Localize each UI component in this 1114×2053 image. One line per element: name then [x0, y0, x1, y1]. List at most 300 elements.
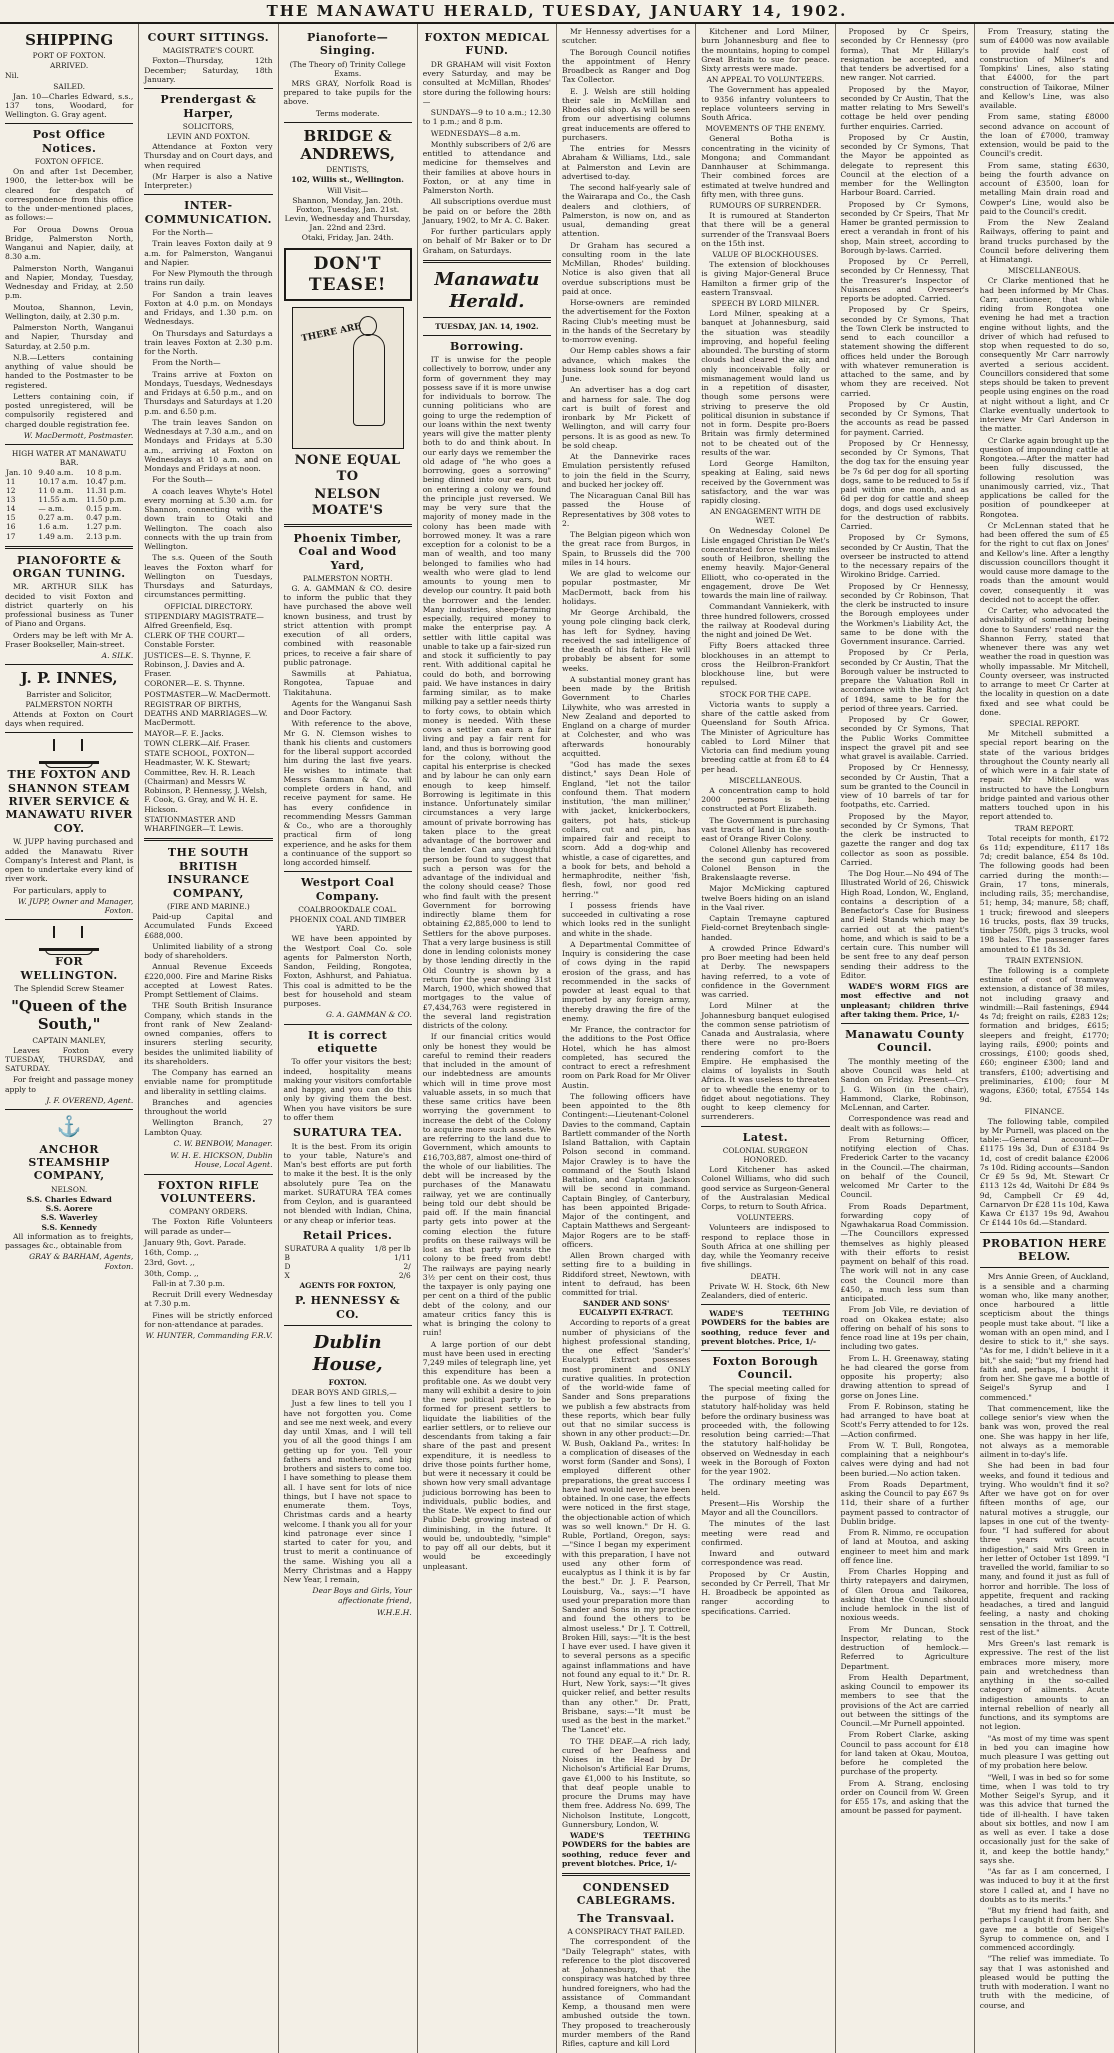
insurance-title: THE SOUTH BRITISH INSURANCE COMPANY,: [167, 846, 250, 900]
lead-title: Borrowing.: [450, 339, 524, 353]
innes-title: J. P. INNES,: [20, 669, 118, 688]
council-item: Proposed by the Mayor, seconded by Cr Austin, That the matter relating to Mrs Sewell's cottage be held over pending further enquiries. Carried.: [840, 84, 969, 131]
news-item: The second half-yearly sale of the Wairarapa and Co., the Cash dealers and clothiers, of Palmerston, is now on, and as usual, demanding great attention.: [562, 183, 691, 239]
county-para: From Mr Duncan, Stock Inspector, relating to the destruction of hemlock.—Referred to Agriculture Department.: [840, 1624, 969, 1671]
finance-text: The following table, compiled by Mr Purnell, was placed on the table:—General account—Dr £1175 19s 3d, Dun of £3184 9s 1d, cost of credit balance £2006 7s 10d. Riding accounts—Sandon Cr £9 5s 9d, Mt. Stewart Cr £113 12s 4d, Waitohi Dr £84 9s 9d, Campbell Cr £9 4d, Carnarvon Dr £28 11s 10d, Kawa Kawa Cr £137 19s 9d, Awahou Cr £144 10s 6d.—Standard.: [979, 1116, 1109, 1228]
news-item: Mr Hennessy advertises for a scutcher.: [562, 27, 691, 46]
county-para: From Returning Officer, notifying election of Chas. Frederick Carter to the vacancy in the Council.—The chairman, on behalf of the Council, welcomed Mr Carter to the Council.: [840, 1134, 969, 1200]
news-item: The Belgian pigeon which won the great race from Burgos, in Spain, to Brussels did the 700 miles in 14 hours.: [562, 530, 691, 567]
post-office-sub: FOXTON OFFICE.: [34, 157, 104, 167]
news-item: General Botha is concentrating in the vicinity of Mongona; and Commandant Dannhauser at Schimmanga. Their combined forces are estimated at twelve hundred and fifty men, with three guns.: [701, 134, 830, 199]
misc-title: MISCELLANEOUS.: [1007, 266, 1081, 276]
news-heading: STOCK FOR THE CAPE.: [719, 689, 812, 699]
news-item: The entries for Messrs Abraham & Williams, Ltd., sale at Palmerston and Levin are advertised to-day.: [562, 144, 691, 181]
directory-item: CLERK OF THE COURT—Constable Forster.: [144, 631, 245, 650]
news-item: Our Hemp cables shows a fair advance, which makes the business look sound for beyond June.: [562, 346, 691, 383]
finance-title: FINANCE.: [1024, 1106, 1065, 1116]
wade-text: WADE'S TEETHING POWDERS for the babies are soothing, reduce fever and prevent blotches. Price, 1/-: [701, 1309, 830, 1346]
council-item: Proposed by Cr Hennessy, seconded by Cr Austin, That a sum be granted to the Council in view of 10 barrels of tar for footpaths, etc. Carried.: [840, 763, 969, 810]
rifle-para: Recruit Drill every Wednesday at 7.30 p.m.: [144, 1290, 273, 1309]
tide-cell: Jan. 10: [6, 468, 33, 478]
latest-text: Lord Kitchener has asked Colonel Williams, who did such good service as Surgeon-General of the Australasian Medical Corps, to return to South Africa.: [701, 1165, 830, 1211]
firm-sub: SOLICITORS,: [182, 122, 234, 131]
county-para: The monthly meeting of the above Council was held at Sandon on Friday. Present—Crs J. G. Wilson (in the chair), Hammond, Clarke, Robinson, McLennan, and Carter.: [840, 1056, 969, 1113]
volunteers-text: Volunteers are indisposed to respond to replace those in South Africa at one shilling per day, while the Yeomanry receive five shillings.: [701, 1223, 830, 1270]
price-cell: SURATURA A quality: [284, 1244, 365, 1254]
dublin-close: Dear Boys and Girls, Your affectionate friend,: [312, 1586, 412, 1605]
suratura-text: It is the best. From its origin to your table, Nature's and Man's best efforts are put forth to make it the best. It is the only absolutely pure Tea on the market. SURATURA TEA comes from Ceylon, and is guaranteed not blended with Indian, China, or any cheap or inferior teas.: [283, 1141, 412, 1225]
inter-para: The s.s. Queen of the South leaves the Foxton wharf for Wellington on Tuesdays, Thursdays and Saturdays, circumstances permitting.: [144, 553, 273, 600]
rifle-para: Fall-in at 7.30 p.m.: [152, 1278, 225, 1288]
coal-title: Westport Coal Company.: [300, 876, 395, 903]
wellington-title: FOR WELLINGTON.: [20, 955, 118, 982]
tide-row: [5, 522, 133, 531]
latest-title: Latest.: [742, 1130, 789, 1144]
news-item: It is rumoured at Standerton that there will be a general surrender of the Transvaal Boers on the 15th inst.: [701, 211, 830, 248]
news-item: The Nicaraguan Canal Bill has passed the House of Representatives by 308 votes to 2.: [562, 491, 691, 528]
probation-para: That commencement, like the college senior's view when the bank was won, proved the real one. She was happy in her life, not always as a memorable ailment in to-day's life.: [979, 1403, 1109, 1460]
special-text: Mr Mitchell submitted a special report bearing on the state of the various bridges throughout the County nearly all of which were in a fair state of repair. Mr Mitchell was instructed to have the Longburn bridge painted and various other matters touched upon in his report attended to.: [979, 729, 1109, 822]
news-item: Commandant Vanniekerk, with three hundred followers, crossed the railway at Roodeval during the night and joined De Wet.: [701, 602, 830, 640]
pianoforte-text: MRS GRAY, Norfolk Road is prepared to take pupils for the above.: [283, 78, 412, 107]
inter-para: The train leaves Sandon on Wednesdays at 7.30 a.m., and on Mondays and Fridays at 5.30 a.m., arriving at Foxton on Wednesdays at 10 a.m. and on Mondays and Fridays at noon.: [144, 417, 273, 474]
steamer-icon: [39, 924, 99, 951]
pianoforte-sub: (The Theory of) Trinity College Exams.: [289, 59, 406, 78]
rifle-date: 30th, Comp. ,,: [144, 1268, 199, 1278]
tide-cell: 14: [6, 504, 16, 514]
tide-row: [5, 513, 133, 522]
news-item: The Government is purchasing vast tracts of land in the south-east of Orange River Colony.: [701, 815, 830, 844]
misc-para: Cr Carter, who advocated the advisability of something being done to Saunders' road near the Shannon Ferry, stated that whenever there was any wet weather the road in question was wholly impassable. Mr Mitchell, County overseer, was instructed to arrange to meet Cr Carter at the locality in question on a date fixed and see what could be done.: [979, 606, 1109, 717]
innes-sub: Barrister and Solicitor,: [26, 689, 112, 699]
news-item: The Borough Council notifies the appointment of Henry Broadbeck as Ranger and Dog Tax Collector.: [562, 47, 691, 85]
insurance-para: Unlimited liability of a strong body of shareholders.: [144, 941, 273, 961]
probation-para: "As most of my time was spent in bed you can imagine how much pleasure I was getting out of my probation here below.: [979, 1733, 1109, 1771]
column-3: [279, 24, 418, 2053]
tide-cell: 1.27 p.m.: [86, 522, 122, 532]
inter-title: INTER-COMMUNICATION.: [144, 199, 272, 226]
anchor-ship: S.S. Kennedy: [41, 1222, 97, 1232]
po-para: Palmerston North, Wanganui and Napier, Monday, Tuesday, Wednesday and Friday, at 2.50 p.m.: [5, 263, 134, 301]
directory-item: STATIONMASTER AND WHARFINGER—T. Lewis.: [144, 814, 244, 834]
tea-ad-line-2: NONE EQUAL TO: [294, 453, 401, 485]
price-cell: 1/11: [394, 1253, 411, 1263]
council-item: Proposed by Cr Speirs, seconded by Cr Hennessy (pro forma), That Mr Hillary's resignation be accepted, and that tenders be advertised for a new ranger. Not carried.: [840, 27, 969, 83]
tide-row: [5, 468, 133, 477]
innes-text: Attends at Foxton on Court days when required.: [5, 709, 134, 728]
tide-cell: 1.6 a.m.: [38, 522, 69, 532]
dentist-visit: Will Visit—: [327, 185, 369, 195]
tide-cell: 2.13 p.m.: [86, 531, 122, 541]
insurance-para: THE South British Insurance Company, which stands in the front rank of New Zealand-owned companies, offers to insurers sterling security, besides the unlimited liability of its shareholders.: [144, 1001, 273, 1066]
anchor-ship: S.S. Charles Edward: [26, 1194, 112, 1204]
rifle-title: FOXTON RIFLE VOLUNTEERS.: [157, 1178, 260, 1205]
tea-ad-illustration: [292, 307, 404, 449]
medical-para: Monthly subscribers of 2/6 are entitled to attendance and medicine for themselves and their families at above hours in Foxton, or at any time in Palmerston North.: [422, 139, 551, 196]
dublin-para: Just a few lines to tell you I have not forgotten you. Come and see me next week, and every day until Xmas, and I will tell you of all the good things I am getting up for you. Tell your fathers and mothers, and big brothers and sisters to come too. I have something to please them all. I have sent for lots of nice things, but I have not space to enumerate them. Toys, Christmas cards and a hearty welcome. I thank you all for your kind patronage ever since I started to cater for you, and trust to merit a continuance of the same. Wishing you all a Merry Christmas and a Happy New Year, I remain,: [283, 1399, 412, 1585]
wellington-text-2: For freight and passage money apply to: [5, 1075, 134, 1094]
news-item: Mr George Archibald, the young pole clinging back clerk, has left for Sydney, having received the sad intelligence of the death of his father. He will probably be absent for some weeks.: [562, 608, 691, 673]
borough-para: Proposed by Cr Austin, seconded by Cr Perrell, That Mr H. Broadbeck be appointed as ranger according to specifications. Carried.: [701, 1569, 830, 1616]
figure-body-icon: [353, 334, 385, 426]
news-heading: AN ENGAGEMENT WITH DE WET.: [709, 507, 821, 526]
county-para: From Job Vile, re deviation of road on Okakea estate; also offering on behalf of his sons to fence road line at 19s per chain, including two gates.: [840, 1305, 969, 1352]
news-item: SANDER AND SONS' EUCALYPTI EX-TRACT.: [579, 1299, 674, 1318]
county-para: From R. Nimmo, re occupation of land at Moutoa, and asking engineer to meet him and mark off fence line.: [840, 1528, 969, 1565]
price-cell: X: [284, 1271, 290, 1281]
anchor-text: All information as to freights, passages &c., obtainable from: [5, 1231, 134, 1251]
transvaal-sub: A CONSPIRACY THAT FAILED.: [567, 1927, 685, 1937]
dublin-title: Dublin House,: [312, 1332, 383, 1376]
masthead: THE MANAWATU HERALD, TUESDAY, JANUARY 14, 1902.: [0, 0, 1114, 24]
price-cell: 2/6: [398, 1271, 411, 1281]
tide-cell: 0.15 p.m.: [86, 504, 122, 514]
dentist-date: Shannon, Monday, Jan. 20th.: [292, 195, 403, 205]
dentist-sub: DENTISTS,: [326, 165, 370, 175]
news-item: An advertiser has a dog cart and harness for sale. The dog cart is built of forest and ironbark by Mr Pickett of Wellington, and will carry four persons. It is as good as new. To be sold cheap.: [562, 385, 691, 450]
insurance-para: Branches and agencies throughout the world: [144, 1097, 273, 1117]
news-item: Horse-owners are reminded the advertisement for the Foxton Racing Club's meeting must be in the hands of the Secretary by to-morrow evening.: [562, 298, 691, 344]
county-para: From Health Department, asking Council to empower its members to see that the provisions of the Act are carried out between the sittings of the Council.—Mr Purnell appointed.: [840, 1672, 969, 1729]
price-title: Retail Prices.: [302, 1228, 393, 1242]
paper-title: Manawatu Herald.: [434, 268, 540, 312]
news-item: Captain Tremayne captured Field-cornet Breytenbach single-handed.: [701, 914, 830, 942]
firm-para: Attendance at Foxton very Thursday and on Court days, and when required: [144, 142, 273, 170]
borough-para: Present—His Worship the Mayor and all the Councillors.: [701, 1498, 830, 1518]
misc-para: Cr McLennan stated that he had been offered the sum of £5 for the right to cut flax on Jones' and Kellow's line. After a lengthy discussion councillors thought it would cause more damage to the roads than the amount would cover, consequently it was decided not to accept the offer.: [979, 520, 1109, 604]
news-heading: VALUE OF BLOCKHOUSES.: [712, 250, 819, 260]
lead-para: A large portion of our debt must have been used in erecting 7,249 miles of telegraph line, yet this expenditure has been a profitable one. As we doubt very many will exhibit a desire to join the new political party to be formed for present settlers to liquidate the liabilities of the earlier settlers, or to relieve our descendants from taking a fair share of the past and present expenditure, it is needless to drive those points further home, but were it necessary it could be shown how very small advantage judicious borrowing has been to individuals, public bodies, and the State. We expect to find our Public Debt growing instead of diminishing, in the future. It would be, undoubtedly, "simple" to pay off all our debts, but it would be exceedingly unpleasant.: [422, 1339, 551, 1571]
pianoforte-title: Pianoforte—Singing.: [306, 31, 389, 58]
lead-para: IT is unwise for the people collectively to borrow, under any form of government they may possess save if it is more unwise for individuals to borrow. The cunning politicians who are going to urge the redemption of our loans within the next twenty years will give the matter plenty both to do and think about. In our early days we remember the old adage of "he who goes a borrowing, goes a sorrowing" being dinned into our ears, but on entering a colony we found the principle just reversed. We may be very sure that the majority of money made in the colony has been made with borrowed money. It was a rare exception for a colonist to be a man of wealth, and too many belonged to families who had wealth who were glad to lend amounts to young men to develop our country. It paid both the borrower and the lender. Many industries, sheep-farming especially, required money to make the enterprise pay. A settler with little capital was unable to take up a fair-sized run and stock it sufficiently to pay rent. With additional capital he could do both, and borrowing paid. We have instances in dairy farming similar, as to make milking pay a settler needs thirty to forty cows, to obtain which money is needed. With these cows a settler can earn a fair living and pay a fair rent for land, and thus is borrowing good for the colony, without the capital his enterprise is checked and by labour he can only earn enough to keep himself. Borrowing is legitimate in this instance. Unfortunately similar circumstances a very large amount of private borrowing has taken place to the great advantage of the borrower and the lender. Can any thoughtful person be found to suggest that such a person was for the advantage of the individual and the colony should cease? Those who find fault with the present Government for borrowing indirectly blame them for obtaining £2,885,000 to lend to Settlers for the above purposes. That a very large business is still done in lending colonists money by those lending directly in the Old Country is shown by a return for the year ending 31st March, 1900, which showed that mortgages to the value of £7,434,763 were registered in the several land registration districts of the colony.: [422, 355, 551, 1031]
court-title: COURT SITTINGS.: [147, 31, 270, 44]
news-item: Allen Brown charged with setting fire to a building in Riddiford street, Newtown, with intent to defraud, has been committed for trial.: [562, 1251, 691, 1297]
steam-para: W. JUPP having purchased and added the Manawatu River Company's Interest and Plant, is open to undertake every kind of river work.: [5, 837, 134, 884]
inter-para: Train leaves Foxton daily at 9 a.m. for Palmerston, Wanganui and Napier.: [144, 239, 273, 267]
timber-title: Phoenix Timber, Coal and Wood Yard,: [293, 531, 402, 572]
tide-cell: 17: [6, 531, 16, 541]
news-item: TO THE DEAF.—A rich lady, cured of her Deafness and Noises in the Head by Dr Nicholson's Artificial Ear Drums, gave £1,000 to his Institute, so that deaf people unable to procure the Drums may have them free. Address No. 699, The Nicholson Institute, Longcott, Gunnersbury, London, W.: [562, 1736, 691, 1829]
tide-title: HIGH WATER AT MANAWATU BAR.: [11, 449, 127, 468]
news-heading: AN APPEAL TO VOLUNTEERS.: [706, 75, 825, 85]
inter-para: A coach leaves Whyte's Hotel every morning at 5.30 a.m. for Shannon, connecting with the down train to Otaki and Wellington. The coach also connects with the up train from Wellington.: [144, 486, 273, 552]
piano-tuning-title: PIANOFORTE & ORGAN TUNING.: [12, 553, 126, 580]
extension-title: TRAIN EXTENSION.: [1005, 955, 1084, 965]
county-para: From W. T. Bull, Rongotea, complaining that a neighbour's calves were dying and had not been buried.—No action taken.: [840, 1440, 969, 1478]
inter-para: On Thursdays and Saturdays a train leaves Foxton at 2.30 p.m. for the North.: [144, 328, 273, 357]
news-item: Kitchener and Lord Milner, burn Johannesburg and flee to the mountains, hoping to compel Great Britain to sue for peace. Sixty arrests were made.: [701, 27, 830, 73]
court-text: Foxton—Thursday, 12th December; Saturday, 18th January.: [144, 56, 273, 84]
firm-para: (Mr Harper is also a Native Interpreter.): [144, 171, 273, 191]
news-item: Major McMicking captured twelve Boers hiding on an island in the Vaal river.: [701, 884, 830, 912]
insurance-para: Paid-up Capital and Accumulated Funds Exceed £688,000.: [144, 912, 273, 940]
council-item: Proposed by Cr Gower, seconded by Cr Symons, That the Public Works Committee inspect the gravel pit and see what gravel is available. Carried.: [840, 715, 969, 761]
death-title: DEATH.: [750, 1271, 781, 1281]
tide-cell: 13: [6, 495, 16, 505]
paper-date: TUESDAY, JAN. 14, 1902.: [435, 321, 539, 331]
rifle-date: 16th, Comp. ,,: [144, 1248, 199, 1258]
tide-row: [5, 477, 133, 486]
port-heading: PORT OF FOXTON.: [32, 51, 106, 61]
wellington-captain: CAPTAIN MANLEY,: [32, 1035, 106, 1045]
inter-para: For the South—: [152, 475, 213, 485]
timber-para: With reference to the above, Mr G. N. Clemson wishes to thank his clients and customers for the liberal support accorded him during the last five years. He wishes to intimate that Messrs Gamman & Co. will complete orders in hand, and receive payment for same. He has every confidence in recommending Messrs Gamman & Co., who are a thoroughly practical firm of long experience, and he asks for them a continuance of the support so long accorded himself.: [283, 719, 412, 868]
column-5: [557, 24, 696, 2053]
tram-text: Total receipts for month, £172 6s 11d; expenditure, £117 18s 7d; credit balance, £54 8s 10d. The following goods had been carried during the month:—Grain, 17 tons, minerals, including rails, 35; merchandise, 51; hemp, 34; manure, 58; chaff, 1 truck; firewood and sleepers 16 trucks, posts, flax 39 trucks, timber 750ft, pigs 3 trucks, wool 198 bales. The passenger fares amounted to £1 18s 3d.: [979, 833, 1109, 954]
council-item: WADE'S WORM FIGS are most effective and not unpleasant; children thrive after taking them. Price, 1/-: [840, 982, 969, 1019]
news-heading: SPEECH BY LORD MILNER.: [711, 299, 820, 309]
inter-para: For Sandon a train leaves Foxton at 4.0 p.m. on Mondays and Fridays, and 1.30 p.m. on Wednesdays.: [144, 289, 273, 327]
po-para: For Oroua Downs Oroua Bridge, Palmerston North, Wanganui and Napier, daily, at 8.30 a.m.: [5, 224, 134, 262]
news-item: On Wednesday Colonel De Lisle engaged Christian De Wet's concentrated force twenty miles south of Heilbron, shelling the enemy heavily. Major-General Elliott, who co-operated in the engagement, drove De Wet towards the main line of railway.: [701, 526, 830, 601]
council-item: Proposed by Cr Hennessy, seconded by Cr Robinson, That the clerk be instructed to insure the Borough employees under the Workmen's Liability Act, the same to be done with the Government insurance. Carried.: [840, 581, 969, 646]
tide-row: [5, 495, 133, 504]
council-item: Proposed by Cr Symons, seconded by Cr Austin, That the overseer be instructed to attend to the necessary repairs of the Wirokino Bridge. Carried.: [840, 533, 969, 580]
tide-cell: — a.m.: [38, 504, 65, 514]
news-heading: RUMOURS OF SURRENDER.: [709, 201, 822, 211]
medical-para: For further particulars apply on behalf of Mr Baker or to Dr Graham, on Saturdays.: [422, 227, 551, 255]
rifle-text: The Foxton Rifle Volunteers will parade as under—: [144, 1217, 273, 1236]
pianoforte-terms: Terms moderate.: [315, 108, 380, 118]
county-para: From Roads Department, forwarding copy of Ngawhakarua Road Commission.—The Councillors expressed themselves as highly pleased with their efforts to resist payment on behalf of this road. The work will not in any case cost the Council more than £450, a much less sum than anticipated.: [840, 1201, 969, 1304]
news-item: Victoria wants to supply a share of the cattle asked from Queensland for South Africa. The Minister of Agriculture has cabled to Lord Milner that Victoria can find medium young breeding cattle at from £8 to £4 per head.: [701, 699, 830, 774]
county-para: From Roads Department, asking the Council to pay £67 9s 11d, their share of a further payment passed to contractor of Dublin bridge.: [840, 1479, 969, 1526]
dentist-date: Otaki, Friday, Jan. 24th.: [301, 232, 394, 242]
steamer-icon: [39, 737, 99, 764]
anchor-title: ANCHOR STEAMSHIP COMPANY,: [28, 1142, 110, 1183]
agents-title: AGENTS FOR FOXTON,: [299, 1281, 396, 1291]
news-item: Lord Milner, speaking at a banquet at Johannesburg, said the situation was steadily improving, and hopeful feeling abounded. The bursting of storm clouds had cleared the air, and only inconceivable folly or mismanagement would land us in a repetition of disaster, though some persons were striving to preserve the old political disunion in substance if not in form. Despite pro-Boers Britain was firmly determined not to be cheated out of the results of the war.: [701, 309, 830, 457]
news-item: WADE'S TEETHING POWDERS for the babies are soothing, reduce fever and prevent blotches. Price, 1/-: [562, 1831, 691, 1868]
price-table: [284, 1244, 412, 1280]
county-item: From same, stating £8000 second advance on account of the loan of £7000, tramway extension, would be paid to the Council's credit.: [979, 112, 1109, 159]
news-item: A Departmental Committee of Inquiry is considering the case of cows dying in the rapid erosion of the grass, and has recommended in the sacks of powder at least equal to that imported by any foreign army, thereby drawing the fire of the enemy.: [562, 939, 691, 1023]
timber-place: PALMERSTON NORTH.: [302, 573, 393, 583]
insurance-para: Annual Revenue Exceeds £220,000. Fire and Marine Risks accepted at Lowest Rates. Prompt Settlement of Claims.: [144, 962, 273, 1000]
steam-service-title: THE FOXTON AND SHANNON STEAM RIVER SERVICE & MANAWATU RIVER COY.: [5, 768, 133, 835]
column-4: [418, 24, 557, 2053]
po-para: Palmerston North, Wanganui and Napier, Thursday and Saturday, at 2.50 p.m.: [5, 323, 134, 351]
lead-para: If our financial critics would only be honest they would be careful to remind their readers that included in the amount of our indebtedness are amounts which will in time prove most valuable assets, in so much that these same critics have been worrying the government to increase the debt of the Colony to acquire more such assets. We are referring to the land due to Government, which amounts to £16,703,887, almost one-third of the whole of our liabilities. The debt will be increased by the purchases of the Manawatu railway, yet we are continually being told our debt should be paid off. If the main financial party gets into power at the coming election the future profits on these railways will be lost as that party wants the colony to be freed from debt! The railways are paying nearly 3½ per cent on their cost, thus the taxpayer is only paying one per cent on a third of the public debt of the colony, and our amateur critics fancy this is what is bringing the colony to ruin!: [422, 1032, 551, 1338]
tide-cell: 16: [6, 522, 16, 532]
insurance-para: Wellington Branch, 27 Lambton Quay.: [144, 1118, 273, 1137]
dentist-title: BRIDGE & ANDREWS,: [300, 126, 395, 163]
tide-cell: 12: [6, 486, 16, 496]
price-row: [284, 1244, 412, 1253]
column-8: [975, 24, 1114, 2053]
insurance-para: The Company has earned an enviable name for promptitude and liberality in settling claims.: [144, 1068, 273, 1096]
county-para: From L. H. Greenaway, stating he had cleared the gorse from opposite his property; also drawing attention to spread of gorse on Jones Line.: [840, 1353, 969, 1400]
firm-title: Prendergast & Harper,: [160, 93, 257, 120]
wellington-signer: J. F. OVEREND, Agent.: [46, 1095, 134, 1105]
tide-cell: 15: [6, 513, 16, 523]
news-item: E. J. Welsh are still holding their sale in McMillan and Rhodes old shop. As will be seen from our advertising columns great inducements are offered to purchasers.: [562, 86, 691, 142]
tide-cell: 11.50 p.m.: [86, 495, 127, 505]
tea-ad-brand: NELSON MOATE'S: [311, 487, 384, 518]
tram-title: TRAM REPORT.: [1014, 823, 1075, 833]
tide-row: [5, 532, 133, 541]
council-item: Proposed by Cr Perla, seconded by Cr Austin, That the Borough valuer be instructed to prepare the Valuation Roll in accordance with the Rating Act of 1894, same to be for the period of three years. Carried.: [840, 648, 969, 713]
probation-para: "Well, I was in bed so for some time, when I was told to try Mother Seigel's Syrup, and it was this advice that turned the tide of ill-health. I have taken about six bottles, and now I am as well as ever. I take a dose occasionally just for the sake of it, and keep the bottle handy," says she.: [979, 1772, 1109, 1865]
county-para: From Robert Clarke, asking Council to pass account for £18 for land taken at Okau, Moutoa, before he completed the purchase of the property.: [840, 1730, 969, 1777]
directory-item: STIPENDIARY MAGISTRATE—Alfred Greenfield, Esq.: [144, 611, 264, 630]
tea-ad-title: DON'T TEASE!: [284, 248, 412, 301]
rifle-sub: COMPANY ORDERS.: [169, 1207, 248, 1217]
price-cell: B: [284, 1253, 290, 1263]
council-item: Proposed by the Mayor, seconded by Cr Symons, That the clerk be instructed to gazette the ranger and dog tax collector as soon as possible. Carried.: [840, 811, 969, 867]
inter-para: Trains arrive at Foxton on Mondays, Tuesdays, Wednesdays and Fridays at 6.50 p.m., and on Thursdays and Saturdays at 1.20 p.m. and 6.50 p.m.: [144, 369, 273, 416]
po-para: Moutoa, Shannon, Levin, Wellington, daily, at 2.30 p.m.: [5, 302, 134, 321]
directory-item: STATE SCHOOL, FOXTON—Headmaster, W. K. Stewart; Committee, Rev. H. R. Leach (Chairman) and Messrs W. Robinson, P. Hennessy, J. Welsh, F. Cook, G. Gray, and W. H. E. Hickson.: [144, 749, 268, 814]
dentist-date: Foxton, Tuesday, Jan. 21st.: [296, 204, 400, 214]
transvaal-title: The Transvaal.: [577, 1911, 675, 1925]
price-cell: 2/: [403, 1262, 411, 1272]
rifle-signer: W. HUNTER, Commanding F.R.V.: [145, 1331, 273, 1341]
medical-title: FOXTON MEDICAL FUND.: [424, 31, 550, 58]
dublin-para: DEAR BOYS AND GIRLS,—: [291, 1388, 397, 1398]
tide-row: [5, 486, 133, 495]
news-item: I possess friends have succeeded in cultivating a rose which looks red in the sunlight and white in the shade.: [562, 900, 691, 938]
borough-para: The minutes of the last meeting were read and confirmed.: [701, 1519, 830, 1547]
council-item: Proposed by Cr Perrell, seconded by Cr Hennessy, That the Treasurer's Inspector of Nuisances and Overseer's reports be adopted. Carried.: [840, 257, 969, 303]
arrived-heading: ARRIVED.: [50, 61, 89, 71]
tide-row: [5, 504, 133, 513]
county-para: From Charles Hopping and thirty ratepayers and dairymen, of Glen Oroua and Taikorea, asking that the Council should include hemlock in the list of noxious weeds.: [840, 1567, 969, 1623]
sailed-text: Jan. 10—Charles Edward, s.s., 137 tons, Woodard, for Wellington. G. Gray agent.: [5, 91, 134, 120]
misc-para: Cr Clarke again brought up the question of impounding cattle at Rongotea.—After the matter had been fully discussed, the following resolution was unanimously carried, viz., That applications be called for the position of poundkeeper at Rongotea.: [979, 435, 1109, 519]
anchor-ship: S.S. Aorere: [45, 1204, 93, 1214]
rifle-date: 23rd, Govt. ,,: [144, 1258, 195, 1268]
latest-sub: COLONIAL SURGEON HONORED.: [722, 1145, 809, 1164]
probation-title: PROBATION HERE BELOW.: [982, 1236, 1107, 1264]
anchor-signer: GRAY & BARHAM, Agents, Foxton.: [29, 1252, 134, 1271]
news-item: A substantial money grant has been made by the British Government to Charles Lilywhite, who was arrested in New Zealand and deported to England on a charge of murder at Colchester, and who was afterwards honourably acquitted.: [562, 674, 691, 758]
price-cell: 1/8 per lb: [374, 1244, 411, 1254]
wellington-sub: The Splendid Screw Steamer: [14, 984, 124, 994]
timber-para: Agents for the Wanganui Sash and Door Factory.: [283, 698, 412, 718]
tide-cell: 9.40 a.m.: [38, 468, 74, 478]
council-item: The Dog Hour.—No 494 of The Illustrated World of 26, Chiswick High Road, London, W., England, contains a description of a Benefactor's Case for Business and Field Stands which may be carried out at the patient's home, and which is said to be a certain cure. This number will be sent free to any deaf person sending their address to the Editor.: [840, 869, 969, 980]
piano-para: Orders may be left with Mr A. Fraser Bookseller, Main-street.: [5, 630, 134, 649]
medical-para: SUNDAYS—9 to 10 a.m.; 12.30 to 1 p.m.; and 8 p.m.: [422, 108, 551, 127]
news-item: "God has made the sexes distinct," says Dean Hole of England, "let not the tailor confound them. That modern institution, 'the man milliner,' with jacket, knickerbockers, gaiters, pot hats, stick-up collars, cut and pin, has impaired fair and receipt to scorn. Add a dog-whip and whistle, a case of cigarettes, and a book for bets, and behold a hermaphrodite, neither 'fish, flesh, fowl, nor good red herring.'": [562, 760, 691, 899]
innes-place: PALMERSTON NORTH: [25, 699, 113, 709]
piano-signer: A. SILK.: [101, 651, 134, 661]
inter-para: For New Plymouth the through trains run daily.: [144, 269, 273, 288]
column-6: [696, 24, 835, 2053]
tide-cell: 0.47 p.m.: [86, 513, 122, 523]
news-item: The following officers have been appointed to the 8th Contingent:—Lieutenant-Colonel Davies to the command, Captain Bartlett commander of the North Island Battalion, with Captain Polson second in command. Major Crawley is to have the command of the South Island Battalion, and Captain Jackson will be second in command. Captain Bingley, of Canterbury, has been appointed Brigade-Major of the contingent, and Captain Matthews and Sergeant-Major Rogers are to be staff-officers.: [562, 1091, 691, 1249]
wellington-text: Leaves Foxton every TUESDAY, THURSDAY, and SATURDAY.: [5, 1045, 134, 1074]
medical-para: DR GRAHAM will visit Foxton every Saturday, and may be consulted at McMillan, Rhodes' store during the following hours:—: [422, 59, 551, 106]
news-item: Colonel Allenby has recovered the second gun captured from Colonel Benson in the Brakenslaagte reverse.: [701, 845, 830, 883]
county-item: From the New Zealand Railways, offering to paint and brand trucks purchased by the Council before delivering them at Himatangi.: [979, 218, 1109, 264]
price-row: [284, 1271, 412, 1280]
agents-name: P. HENNESSY & CO.: [295, 1294, 401, 1321]
medical-para: WEDNESDAYS—8 a.m.: [430, 128, 521, 138]
directory-item: POSTMASTER—W. MacDermott.: [144, 689, 271, 699]
po-para: N.B.—Letters containing anything of value should be handed to the Postmaster to be registered.: [5, 352, 134, 390]
tide-cell: 0.27 a.m.: [38, 513, 74, 523]
inter-para: From the North—: [152, 358, 221, 368]
steam-signer: W. JUPP, Owner and Manager, Foxton.: [17, 896, 134, 915]
rifle-date: January 9th, Govt. Parade.: [144, 1237, 247, 1247]
po-signer: W. MacDermott, Postmaster.: [23, 430, 134, 440]
arrived-text: Nil.: [5, 71, 19, 81]
borough-para: The special meeting called for the purpose of fixing the statutory half-holiday was held before the ordinary business was proceeded with, the following resolution being carried:—That the statutory half-holiday be observed on Wednesday in each week in the Borough of Foxton for the year 1902.: [701, 1383, 830, 1477]
probation-para: "But my friend had faith, and perhaps I caught it from her. She gave me a bottle of Seigel's Syrup to commence on, and I commenced accordingly.: [979, 1906, 1109, 1953]
tide-cell: 10.47 p.m.: [86, 477, 127, 487]
council-item: Proposed by Cr Speirs, seconded by Cr Symons, That the Town Clerk be instructed to send to each councillor a statement showing the different offices held under the Borough with whatever remuneration is attached to the same, and by whom they are received. Not carried.: [840, 305, 969, 398]
council-item: Proposed by Cr Hennessy, seconded by Cr Symons, That the dog tax for the ensuing year be 7s 6d per dog for all sporting dogs, same to be reduced to 5s if paid within one month, and as 6d per dog for cattle and sheep dogs, and dogs used exclusively for the destruction of rabbits. Carried.: [840, 438, 969, 531]
directory-item: JUSTICES—E. S. Thynne, F. Robinson, J. Davies and A. Fraser.: [144, 650, 252, 679]
tide-cell: 10 8 p.m.: [86, 468, 122, 478]
council-item: Proposed by Cr Austin, seconded by Cr Symons, That the accounts as read be passed for payment. Carried.: [840, 399, 969, 437]
county-item: From same, stating £630, being the fourth advance on account of £3500, loan for metalling Main drain road and Cowper's Line, would also be paid to the Council's credit.: [979, 160, 1109, 216]
anchor-ship: S.S. Waverley: [40, 1213, 98, 1223]
timber-para: Sawmills at Pahiatua, Rongotea, Tapuae and Tiakitahuna.: [283, 669, 412, 697]
timber-para: G. A. GAMMAN & CO. desire to inform the public that they have purchased the above well known business, and trust by strict attention with prompt execution of all orders, combined with reasonable prices, to receive a fair share of public patronage.: [283, 583, 412, 667]
medical-para: All subscriptions overdue must be paid on or before the 28th January, 1902, to Mr A. C. Baker.: [422, 197, 551, 225]
borough-para: The ordinary meeting was held.: [701, 1478, 830, 1497]
insurance-local: W. H. E. HICKSON, Dublin House, Local Agent.: [170, 1151, 273, 1170]
directory-item: MAYOR—F. E. Jacks.: [144, 728, 224, 738]
column-1: [0, 24, 139, 2053]
column-2: [139, 24, 278, 2053]
probation-para: Mrs Annie Green, of Auckland, is a sensible and a charming woman who, like many another, once harboured a little scepticism about the things people must take about. "I like a woman with an open mind, and I desire to stick to it," she says. "As for me, I didn't believe in it a bit," she said; "but my friend had faith and, perhaps, I bought it from her. She gave me a bottle of Seigel's Syrup and I commenced.": [979, 1272, 1109, 1402]
news-item: The extension of blockhouses is giving Major-General Bruce Hamilton a firmer grip of the eastern Transvaal.: [701, 260, 830, 297]
death-text: Private W. H. Stock, 6th New Zealanders, died of enteric.: [701, 1281, 830, 1300]
sailed-heading: SAILED.: [53, 81, 85, 91]
county-item: From Treasury, stating the sum of £4000 was now available to provide half cost of construction of Milner's and Tompkins' Lines, also stating that £4000, for the part construction of Taikorae, Milner and Kellow's Line, was also available.: [979, 27, 1109, 110]
post-office-title: Post Office Notices.: [32, 128, 106, 155]
tide-cell: 11.55 a.m.: [38, 495, 78, 505]
directory-item: CORONER—E. S. Thynne.: [144, 679, 245, 689]
figure-head-icon: [359, 316, 377, 336]
anchor-icon: ⚓: [56, 1114, 82, 1139]
dentist-date: Levin, Wednesday and Thursday, Jan. 22nd and 23rd.: [284, 214, 411, 233]
insurance-signer: C. W. BENBOW, Manager.: [173, 1138, 273, 1148]
po-para: Letters containing coin, if posted unregistered, will be compulsorily registered and charged double registration fee.: [5, 391, 134, 429]
rifle-para: Fines will be strictly enforced for non-attendance at parades.: [144, 1310, 273, 1329]
news-item: At the Dannevirke races Emulation persistently refused to join the field in the Scurry, and bucked her jockey off.: [562, 452, 691, 489]
misc-para: Cr Clarke mentioned that he had been informed by Mr Chas. Carr, auctioneer, that while riding from Rongotea one evening he had met a traction engine without lights, and the driver of which had refused to stop when requested to do so, consequently Mr Carr narrowly averted a serious accident. Councillors considered that some steps should be taken to prevent people using engines on the road at night without a light, and Cr Clarke eventually undertook to interview Mr Carl Anderson in the matter.: [979, 276, 1109, 434]
probation-para: "The relief was immediate. To say that I was astonished and pleased would be putting the truth with moderation. I want no truth with the medicine, of course, and: [979, 1954, 1109, 2010]
news-item: A crowded Prince Edward's pro Boer meeting had been held at Derby. The newspapers having referred, to a vote of confidence in the Government was carried.: [701, 943, 830, 1000]
council-item: Proposed by Cr Austin, seconded by Cr Symons, That the Mayor be appointed as delegate to represent this Council at the election of a member for the Wellington Harbour Board. Carried.: [840, 132, 969, 198]
insurance-sub: (FIRE AND MARINE.): [166, 902, 250, 912]
probation-para: Mrs Green's last remark is expressive. The rest of the list embraces more misery, more pain and wretchedness than anything in the so-called category of ailments. Acute indigestion amounts to an internal rebellion of nearly all functions, and its symptoms are not legion.: [979, 1639, 1109, 1732]
price-cell: D: [284, 1262, 291, 1272]
etiquette-text: To offer your visitors the best; indeed, hospitality means making your visitors comfortable and happy, and you can do this only by giving them the best. When you have visitors be sure to offer them: [283, 1057, 412, 1122]
news-item: Dr Graham has secured a consulting room in the late McMillan, Rhodes' building. Notice is also given that all overdue subscriptions must be paid at once.: [562, 240, 691, 296]
news-item: Mr France, the contractor for the additions to the Post Office Hotel, which he has almost completed, has secured the contract to erect a refreshment room on Park Road for Mr Oliver Austin.: [562, 1025, 691, 1090]
tea-ad-line-1: THERE ARE: [300, 322, 362, 345]
coal-sub: COALBROOKDALE COAL.: [298, 905, 398, 915]
special-title: SPECIAL REPORT.: [1009, 719, 1080, 729]
directory-item: TOWN CLERK—Alf. Fraser.: [144, 738, 251, 748]
coal-text: WE have been appointed by the Westport Coal Co. sole agents for Palmerston North, Sandon, Feilding, Rongotea, Foxton, Ashhurst, and Pahiatua. This coal is admitted to be the best for household and steam purposes.: [283, 934, 412, 1009]
tide-cell: 11: [6, 477, 16, 487]
suratura-title: SURATURA TEA.: [292, 1126, 403, 1140]
directory-item: REGISTRAR OF BIRTHS, DEATHS AND MARRIAGES—W. MacDermott.: [144, 699, 268, 728]
tide-cell: 11 0 a.m.: [38, 486, 74, 496]
coal-sub-2: PHOENIX COAL AND TIMBER YARD.: [289, 915, 406, 934]
borough-para: Inward and outward correspondence was read.: [701, 1549, 830, 1568]
cable-title: CONDENSED CABLEGRAMS.: [576, 1881, 676, 1908]
news-item: Fifty Boers attacked three blockhouses in an attempt to cross the Heilbron-Frankfort blockhouse line, but were repulsed.: [701, 641, 830, 688]
anchor-place: NELSON.: [51, 1184, 88, 1194]
